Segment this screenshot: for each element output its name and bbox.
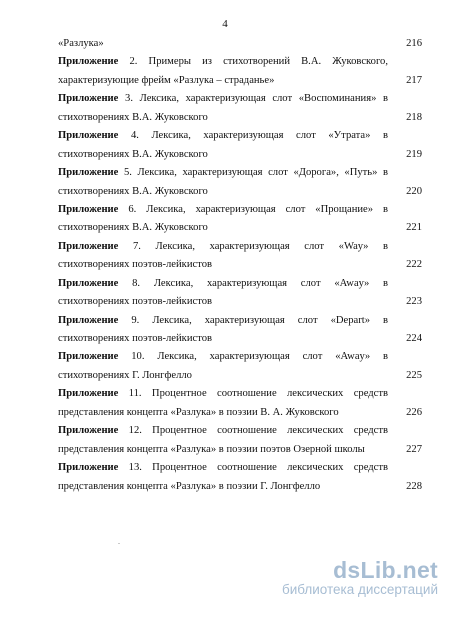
- toc-entry-text: 13. Процентное соотношение лексических средств: [128, 462, 388, 474]
- toc-line: [58, 72, 422, 90]
- toc-line: [58, 348, 418, 366]
- toc-entry-text: представления концепта «Разлука» в поэзии Г. Лонгфелло: [58, 480, 321, 492]
- toc-line: [58, 441, 422, 459]
- appendix-label: Приложение: [58, 240, 119, 252]
- toc-entry-text: представления концепта «Разлука» в поэзии поэтов Озерной школы: [58, 443, 365, 455]
- toc-entry-text: стихотворениях поэтов-лейкистов: [58, 259, 212, 271]
- toc-page-number: 220: [406, 185, 422, 197]
- toc-entry-text: 4. Лексика, характеризующая слот «Утрата» в: [130, 130, 388, 142]
- toc-entry-text: 8. Лексика, характеризующая слот «Away» в: [132, 277, 388, 289]
- toc-page-number: 226: [406, 406, 422, 418]
- appendix-label: Приложение: [58, 277, 119, 289]
- toc-page-number: 227: [406, 443, 422, 455]
- toc-entry-text: стихотворениях В.А. Жуковского: [58, 185, 208, 197]
- toc-line: [58, 90, 418, 108]
- toc-line-text: [58, 478, 388, 496]
- page-number: 4: [222, 18, 228, 30]
- toc-line: [58, 459, 418, 477]
- toc-line-text: [58, 422, 388, 440]
- toc-entry-text: стихотворениях поэтов-лейкистов: [58, 296, 212, 308]
- toc-line: [58, 478, 422, 496]
- toc-line-text: [58, 275, 388, 293]
- toc-entry-text: 7. Лексика, характеризующая слот «Way» в: [133, 240, 388, 252]
- toc-line-text: [58, 35, 388, 53]
- toc-line: [58, 219, 422, 237]
- appendix-label: Приложение: [58, 388, 119, 400]
- toc-line: [58, 183, 422, 201]
- appendix-label: Приложение: [58, 314, 119, 326]
- toc-entry-text: стихотворениях поэтов-лейкистов: [58, 333, 212, 344]
- appendix-label: Приложение: [58, 56, 119, 68]
- toc-line: [58, 385, 418, 403]
- toc-line-text: [58, 127, 388, 145]
- toc-line: [58, 201, 418, 219]
- toc-line: [58, 330, 422, 348]
- toc-line-text: [58, 256, 388, 274]
- toc-line: [58, 164, 418, 182]
- watermark-brand: dsLib.net: [333, 557, 438, 583]
- toc-page-number: 221: [406, 222, 422, 234]
- toc-line: [58, 293, 422, 311]
- toc-page-number: 218: [406, 111, 422, 123]
- toc-entry-text: представления концепта «Разлука» в поэзии В. А. Жуковского: [58, 406, 339, 418]
- toc-line-text: [58, 90, 388, 108]
- toc-line: [58, 146, 422, 164]
- toc-entry-text: характеризующие фрейм «Разлука – страданье»: [58, 74, 275, 86]
- toc-entry-text: 9. Лексика, характеризующая слот «Depart» в: [131, 314, 388, 326]
- toc-line: [58, 53, 418, 71]
- toc-entry-text: «Разлука»: [58, 38, 104, 49]
- toc-page-number: 219: [406, 148, 422, 160]
- toc-entry-text: 3. Лексика, характеризующая слот «Воспоминания» в: [125, 93, 388, 105]
- toc-line: [58, 422, 418, 440]
- toc-line-text: [58, 385, 388, 403]
- toc-line-text: [58, 146, 388, 164]
- toc-line-text: [58, 404, 388, 422]
- table-of-contents: [58, 35, 422, 496]
- toc-line: [58, 367, 422, 385]
- toc-page-number: 224: [406, 333, 422, 344]
- toc-line-text: [58, 330, 388, 348]
- toc-page-number: 222: [406, 259, 422, 271]
- toc-line-text: [58, 164, 388, 182]
- toc-line: [58, 127, 418, 145]
- toc-line: [58, 238, 418, 256]
- toc-line-text: [58, 183, 388, 201]
- toc-line-text: [58, 109, 388, 127]
- toc-entry-text: 10. Лексика, характеризующая слот «Away» в: [131, 351, 388, 363]
- appendix-label: Приложение: [58, 462, 119, 474]
- appendix-label: Приложение: [58, 203, 119, 215]
- toc-entry-text: стихотворениях В.А. Жуковского: [58, 111, 208, 123]
- appendix-label: Приложение: [58, 93, 119, 105]
- appendix-label: Приложение: [58, 167, 119, 179]
- toc-entry-text: 2. Примеры из стихотворений В.А. Жуковского,: [129, 56, 388, 68]
- toc-entry-text: стихотворениях Г. Лонгфелло: [58, 369, 192, 381]
- toc-line-text: [58, 72, 388, 90]
- toc-page-number: 217: [406, 74, 422, 86]
- toc-line-text: [58, 367, 388, 385]
- toc-line: [58, 312, 418, 330]
- toc-entry-text: стихотворениях В.А. Жуковского: [58, 148, 208, 160]
- toc-line-text: [58, 238, 388, 256]
- toc-entry-text: 6. Лексика, характеризующая слот «Прощание» в: [128, 203, 388, 215]
- toc-line-text: [58, 459, 388, 477]
- toc-line: [58, 35, 422, 53]
- toc-line: [58, 109, 422, 127]
- toc-page-number: 225: [406, 369, 422, 381]
- toc-entry-text: 11. Процентное соотношение лексических средств: [128, 388, 388, 400]
- appendix-label: Приложение: [58, 130, 119, 142]
- toc-entry-text: стихотворениях В.А. Жуковского: [58, 222, 208, 234]
- toc-line: [58, 256, 422, 274]
- toc-page-number: 228: [406, 480, 422, 492]
- toc-entry-text: 12. Процентное соотношение лексических средств: [128, 425, 388, 437]
- watermark-logo[interactable]: [282, 558, 438, 598]
- toc-line-text: [58, 312, 388, 330]
- toc-line-text: [58, 219, 388, 237]
- footer-mark: .: [118, 537, 120, 546]
- toc-line: [58, 275, 418, 293]
- toc-line-text: [58, 441, 388, 459]
- toc-page-number: 216: [406, 38, 422, 49]
- toc-line-text: [58, 201, 388, 219]
- toc-page-number: 223: [406, 296, 422, 308]
- toc-line-text: [58, 53, 388, 71]
- appendix-label: Приложение: [58, 351, 119, 363]
- toc-line: [58, 404, 422, 422]
- toc-entry-text: 5. Лексика, характеризующая слот «Дорога», «Путь» в: [123, 167, 388, 179]
- appendix-label: Приложение: [58, 425, 119, 437]
- watermark-tagline: библиотека диссертаций: [281, 582, 438, 597]
- toc-line-text: [58, 293, 388, 311]
- toc-line-text: [58, 348, 388, 366]
